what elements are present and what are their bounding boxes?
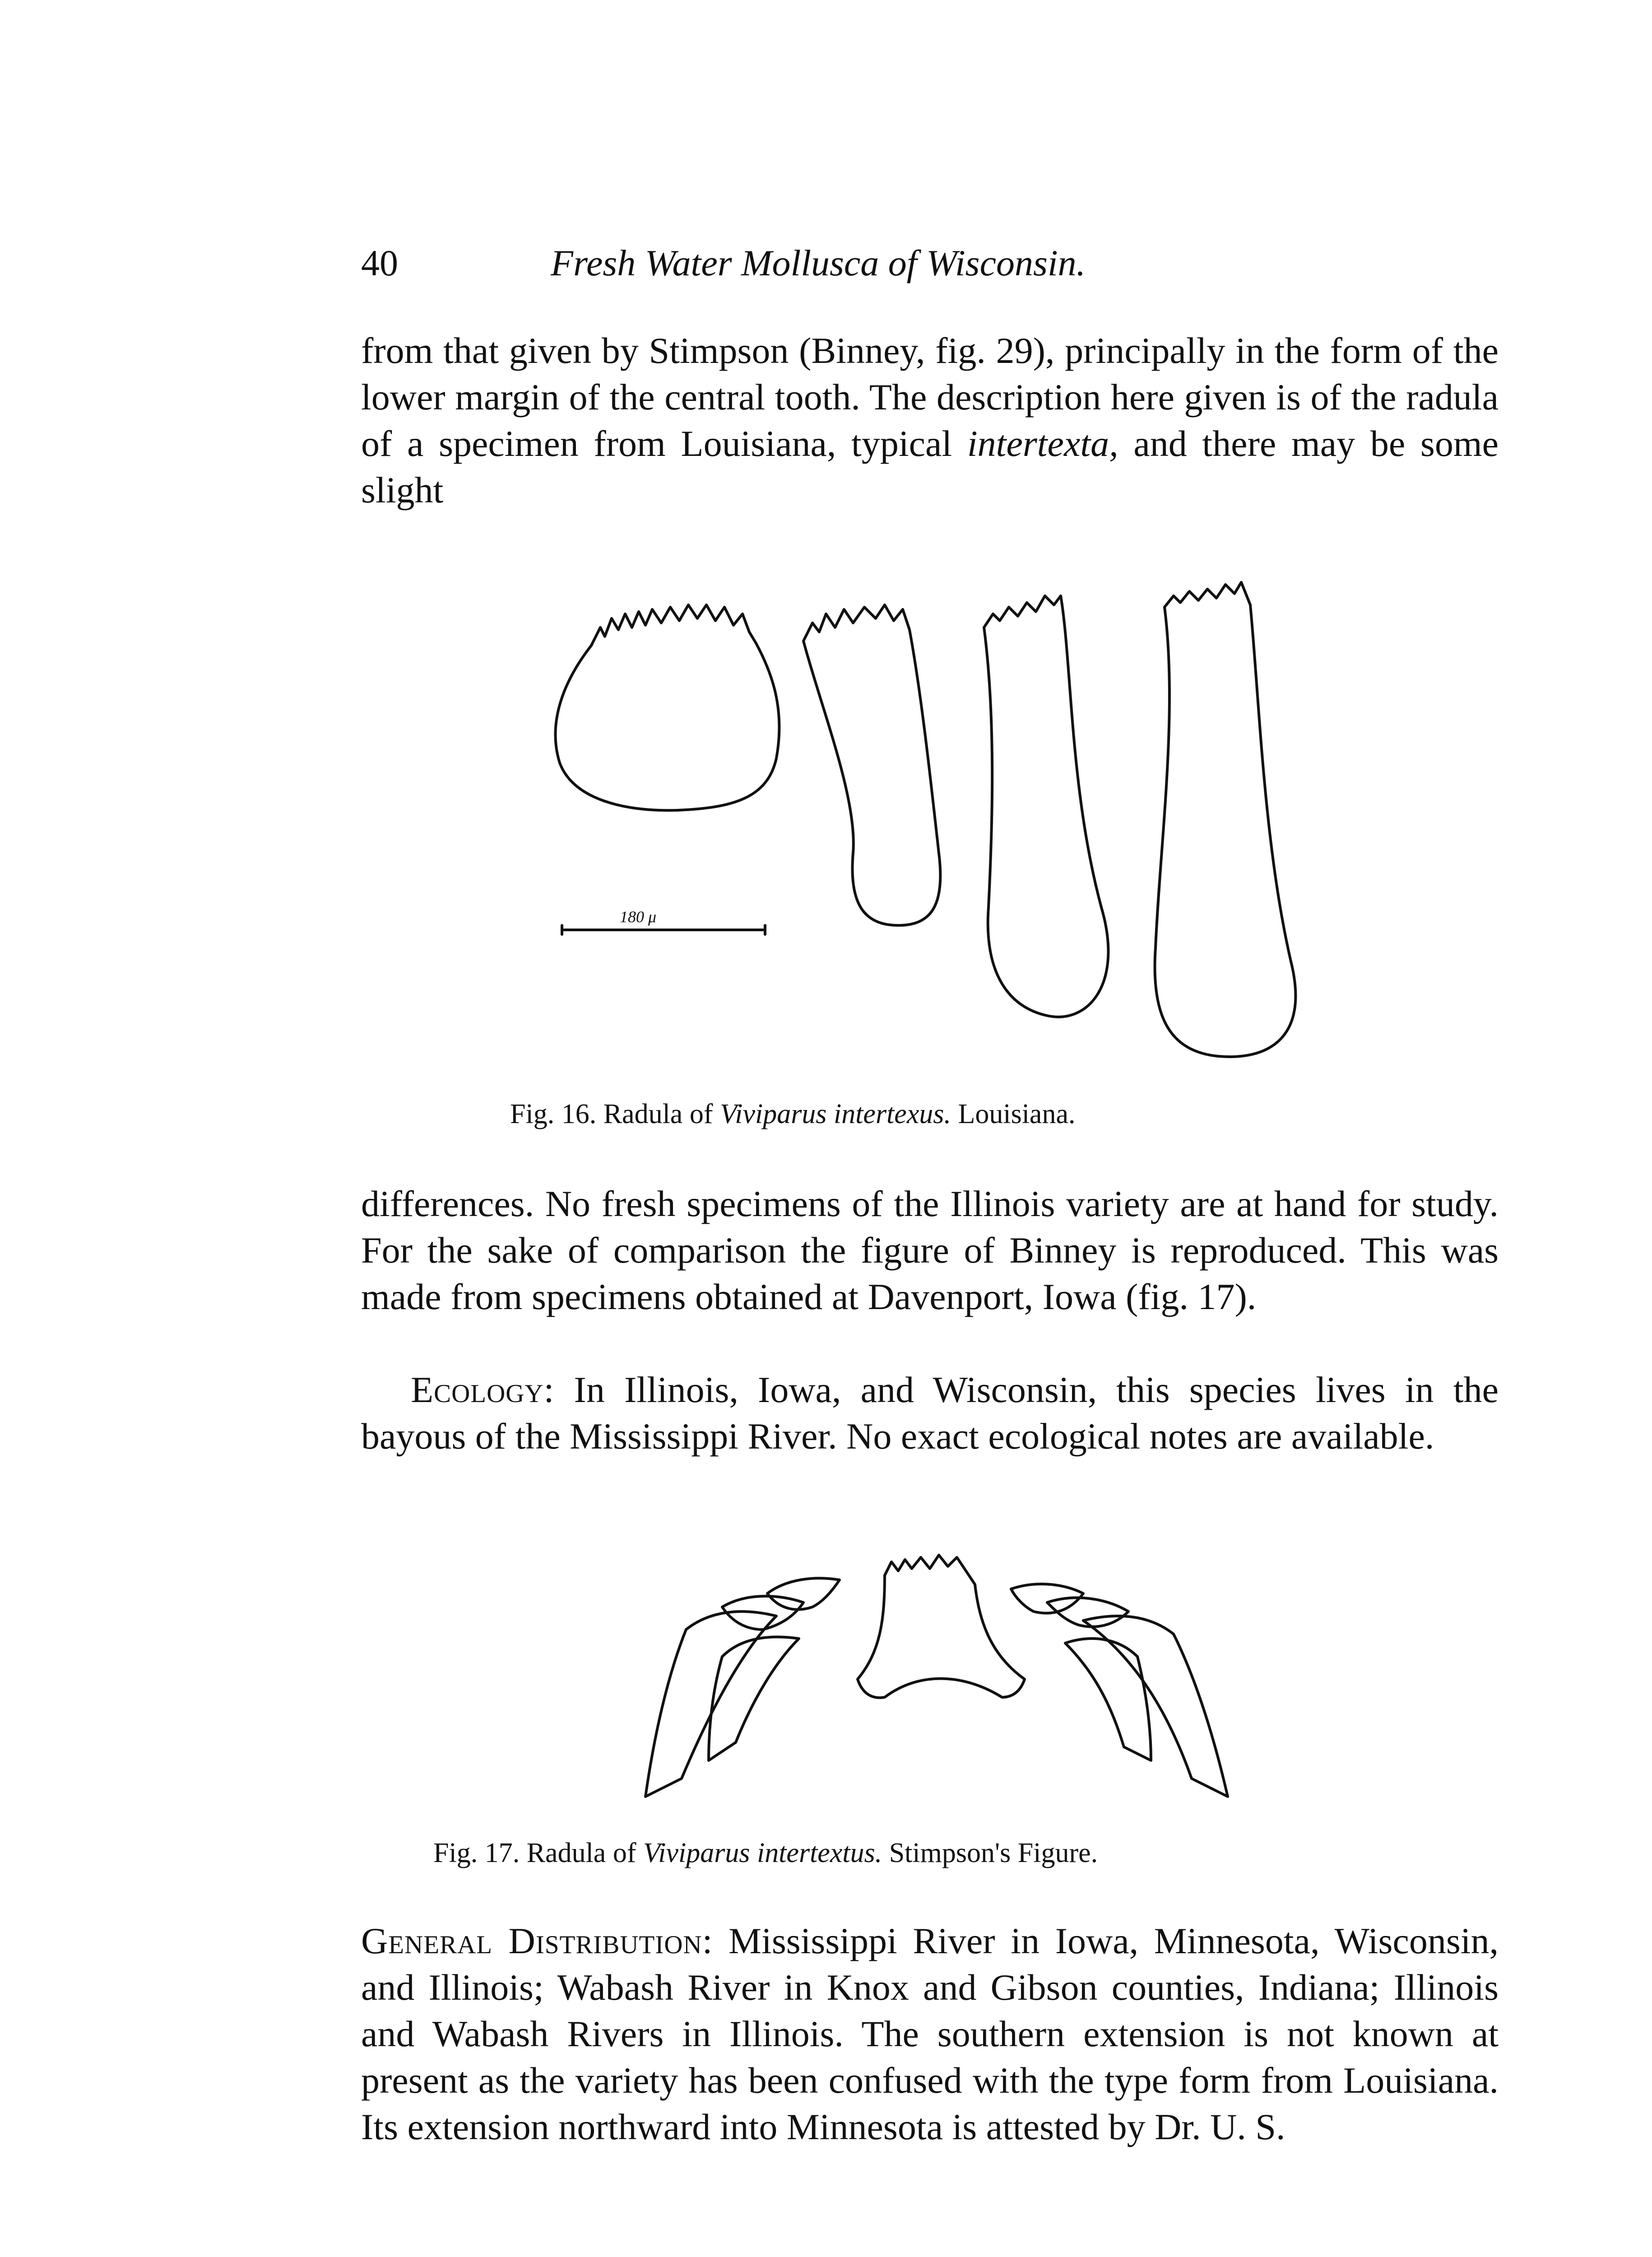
caption-text: Louisiana. — [951, 1099, 1076, 1129]
page-header — [361, 238, 1535, 288]
paragraph-radula-description — [361, 327, 1499, 513]
outer-marginal-tooth — [1155, 582, 1296, 1057]
inner-marginal-tooth — [984, 596, 1108, 1017]
paragraph-text: from that given by Stimpson (Binney, fig. 29), principally in the form of the lower margin of the central tooth. The description here given is of the radula of a specimen from Louisiana, typical — [361, 330, 1499, 464]
running-title: Fresh Water Mollusca of Wisconsin. — [551, 242, 1086, 283]
section-label-distribution: General Distribution: — [361, 1920, 713, 1961]
lateral-tooth — [803, 605, 940, 925]
caption-species: Viviparus intertextus. — [643, 1838, 882, 1868]
species-name: intertexta, — [967, 423, 1118, 464]
left-marginal-tooth — [709, 1637, 799, 1760]
caption-species: Viviparus intertexus. — [719, 1099, 951, 1129]
radula-teeth-drawing — [542, 564, 1318, 1074]
figure-17-caption — [433, 1835, 1098, 1871]
paragraph-text: and there may be some slight — [361, 423, 1499, 511]
section-label-ecology: Ecology: — [411, 1369, 555, 1410]
paragraph-differences — [361, 1180, 1499, 1320]
stimpson-radula-drawing — [632, 1544, 1237, 1806]
figure-16-caption — [510, 1096, 1075, 1132]
page-number: 40 — [361, 242, 398, 283]
caption-text: Stimpson's Figure. — [882, 1838, 1098, 1868]
caption-text: Fig. 17. Radula of — [433, 1838, 643, 1868]
paragraph-ecology — [361, 1366, 1499, 1459]
paragraph-text: Mississippi River in Iowa, Minnesota, Wisconsin, and Illinois; Wabash River in Knox and Gibson counties, Indiana; Illinois and Wabash Rivers in Illinois. The southern extension is not known at present as the variety has been confused with the type form from Louisiana. Its extension northward into Minnesota is attested by Dr. U. S. — [361, 1920, 1499, 2147]
central-tooth — [556, 605, 780, 810]
right-marginal-tooth — [1083, 1616, 1228, 1797]
paragraph-text: differences. No fresh specimens of the Illinois variety are at hand for study. For the sake of comparison the figure of Binney is reproduced. This was made from specimens obtained at Davenport, Iowa (fig. 17). — [361, 1183, 1499, 1317]
central-tooth — [858, 1555, 1025, 1698]
paragraph-text: In Illinois, Iowa, and Wisconsin, this species lives in the bayous of the Mississippi River. No exact ecological notes are available. — [361, 1369, 1499, 1457]
caption-text: Fig. 16. Radula of — [510, 1099, 720, 1129]
scale-label: 180 μ — [620, 908, 657, 926]
paragraph-general-distribution — [361, 1918, 1499, 2150]
right-marginal-tooth — [1065, 1639, 1151, 1760]
